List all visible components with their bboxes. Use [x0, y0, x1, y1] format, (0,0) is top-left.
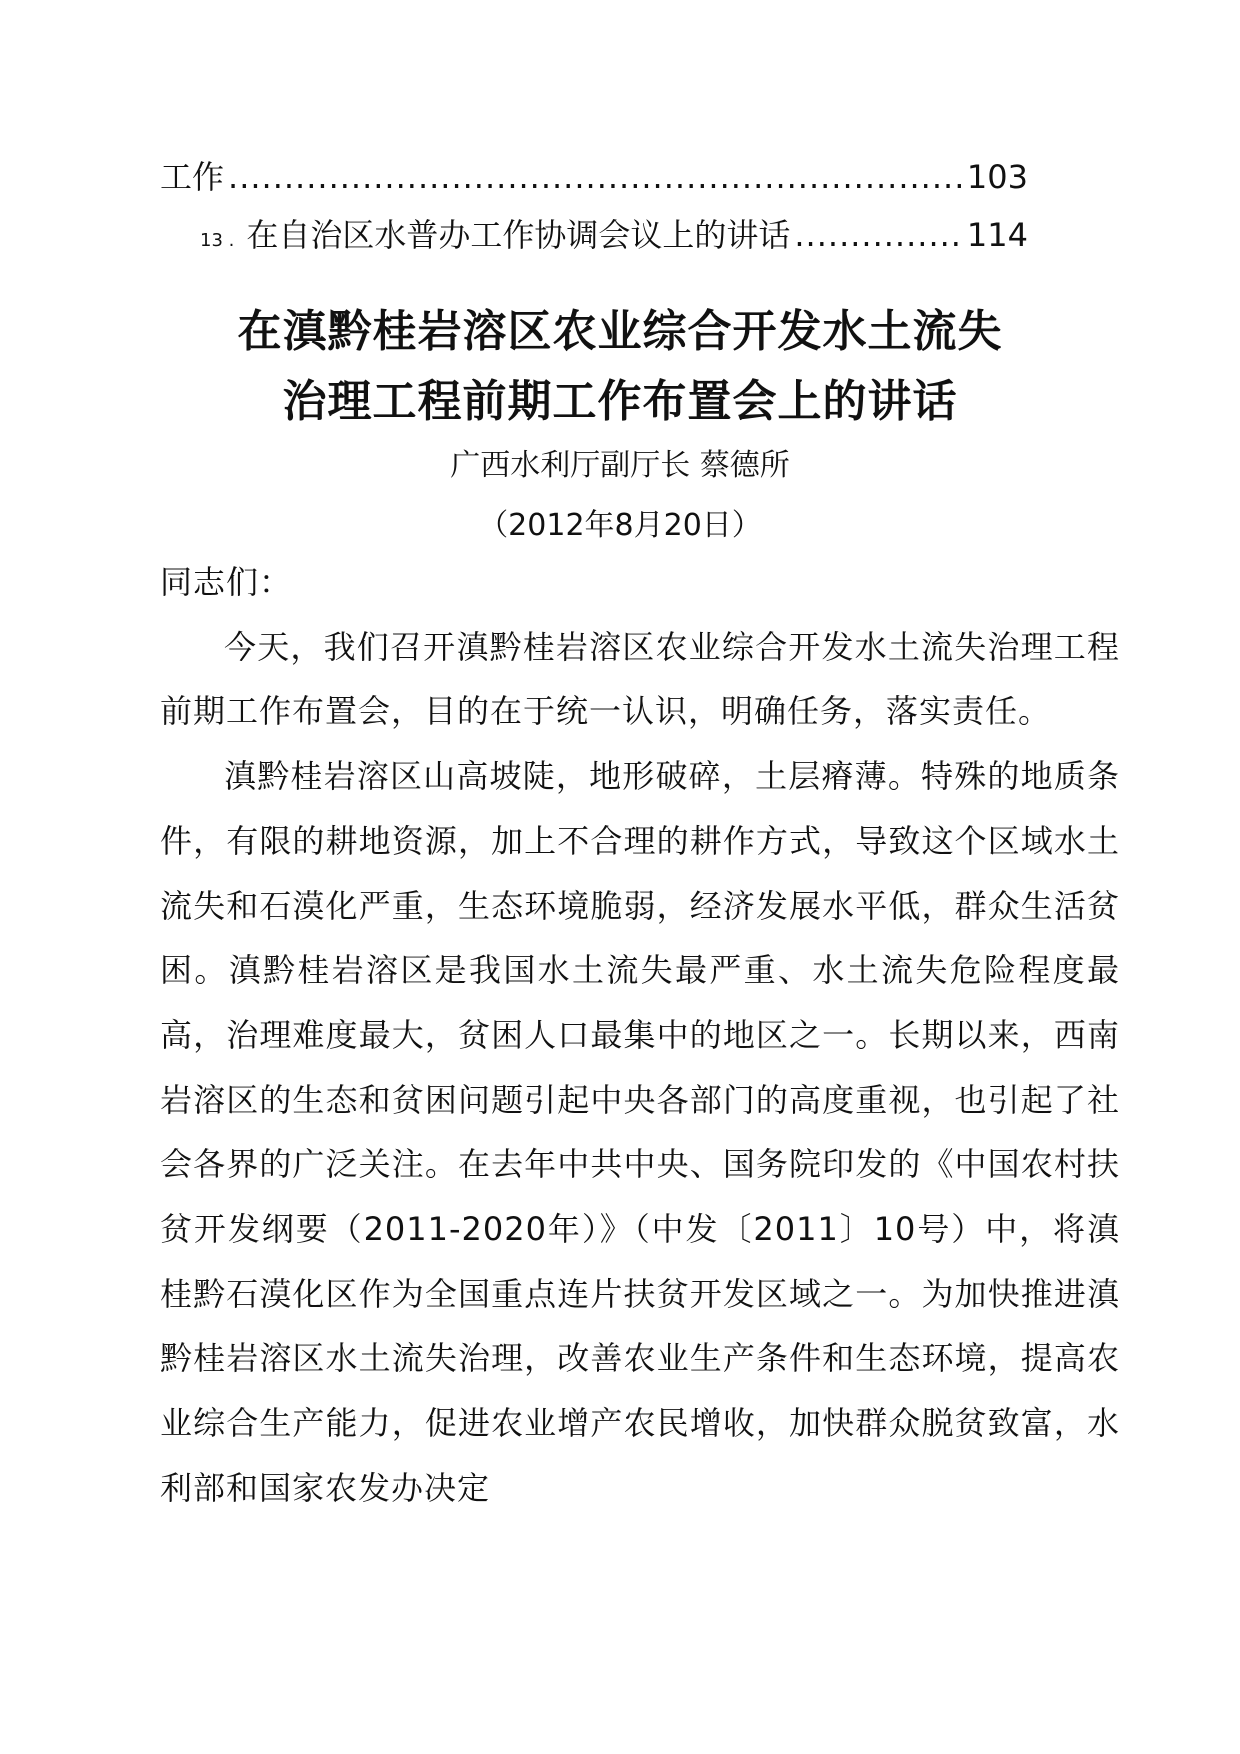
toc-entry-number: 13 . — [200, 230, 235, 251]
document-title-line-2: 治理工程前期工作布置会上的讲话 — [282, 376, 958, 427]
paragraph: 今天，我们召开滇黔桂岩溶区农业综合开发水土流失治理工程前期工作布置会，目的在于统一认识，明确任务，落实责任。 — [160, 627, 1120, 731]
body-text — [160, 550, 1120, 1521]
salutation: 同志们： — [160, 563, 293, 601]
date-line: （2012年8月20日） — [478, 508, 762, 543]
toc-entry[interactable] — [160, 152, 1028, 198]
document-title-line-1: 在滇黔桂岩溶区农业综合开发水土流失 — [237, 306, 1003, 357]
toc-leader-dots — [794, 216, 963, 254]
toc-entry-text: 在自治区水普办工作协调会议上的讲话 — [246, 216, 791, 254]
toc-entry-text: 工作 — [160, 158, 225, 196]
toc-entry[interactable] — [200, 210, 1028, 256]
paragraph: 滇黔桂岩溶区山高坡陡，地形破碎，土层瘠薄。特殊的地质条件，有限的耕地资源，加上不合理的耕作方式，导致这个区域水土流失和石漠化严重，生态环境脆弱，经济发展水平低，群众生活贫困。滇黔桂岩溶区是我国水土流失最严重、水土流失危险程度最高，治理难度最大，贫困人口最集中的地区之一。长期以来，西南岩溶区的生态和贫困问题引起中央各部门的高度重视，也引起了社会各界的广泛关注。在去年中共中央、国务院印发的《中国农村扶贫开发纲要（2011-2020年）》（中发〔2011〕10号）中，将滇桂黔石漠化区作为全国重点连片扶贫开发区域之一。为加快推进滇黔桂岩溶区水土流失治理，改善农业生产条件和生态环境，提高农业综合生产能力，促进农业增产农民增收，加快群众脱贫致富，水利部和国家农发办决定 — [160, 757, 1120, 1507]
author-line: 广西水利厅副厅长 蔡德所 — [450, 448, 790, 483]
toc-leader-dots — [228, 158, 963, 196]
toc-entry-page: 114 — [966, 216, 1028, 254]
toc-entry-page: 103 — [966, 158, 1028, 196]
